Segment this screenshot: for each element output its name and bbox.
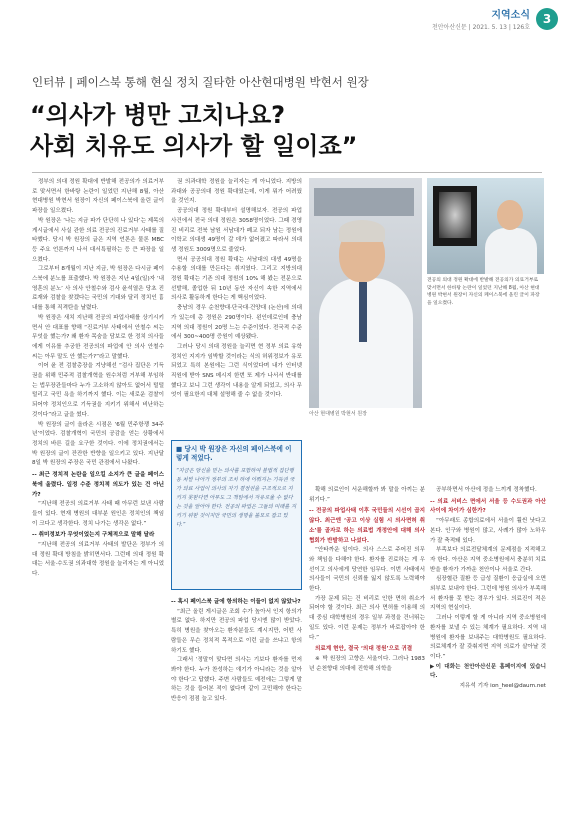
paragraph: “지난해 전공의 의료거부 사태 때 아무런 보낸 사람들이 있다. 현재 병원의 대부분 원인은 정치인의 책임이 크다고 생각한다. 정치 나가는 생각은 없다.” (32, 501, 164, 527)
shelf-shape (314, 188, 414, 216)
section-name: 지역소식 (491, 10, 530, 21)
paragraph: “안타까운 일이다. 의사 스스로 주어진 의무와 책임을 다해야 한다. 환자를 진료하는 게 우선이고 의사에게 당연한 임무다. 이번 사태에서 의사들이 국민의 신뢰를 잃지 않도록 노력해야 한다. (309, 547, 425, 593)
article-headline (30, 100, 357, 162)
interview-question: -- 전공의 파업사태 이후 국민들의 시선이 곱지 않다. 최근엔 ‘공고 이상 실험 시 의사면허 취소’를 골자로 하는 의료법 개정안에 대해 의사협회가 반발하고 나섰다. (309, 508, 425, 544)
paragraph: 박 원장은 새치 지난해 전공의 파업사태를 상기시키면서 안 대표를 향해 “진료거부 사태에서 안철수 씨는 무엇을 했는가? 왜 환자 목숨을 담보로 한 정치 의사들에게 이유를 추궁한 전공의의 파업에 안 의사 안철수 씨는 아무 말도 안 했는가?”라고 말했다. (32, 314, 164, 360)
quote-box-body: “지금은 당신을 믿는 의사를 포함하여 불법적 집단행동 처벌 나아가 정부의 조치 하에 이뤄지는 기득권 국가 의료 사업이 의사의 자기 결정권을 구조적으로 지키지 못한다면 아무도 그 책임에서 자유로울 수 없다는 것을 알아야 한다. 전공의 파업은 그들의 미래를 지키기 위한 것이지만 국민의 생명을 볼모로 잡고 있다.” (176, 468, 297, 528)
paragraph: 권 의과대학 정원을 늘리자는 게 아니었다. 지방의과대와 공공의대 정원 확대였는데, 이게 뭐가 어려웠을 것인지. (171, 179, 302, 205)
hair-shape (339, 220, 385, 242)
paragraph: “최근 올린 게시글은 조회 수가 높아서 인지 항의가 별로 없다. 하지만 전공의 파업 당시엔 많이 받았다. 특히 병원을 찾아오는 환자분들도 계시지만, 어떤 사람들은 무슨 정치적 목적으로 이런 글을 쓰냐고 항의하기도 했다. (171, 608, 302, 654)
paragraph: “아무래도 종합의료에서 서울이 훨씬 낫다고 본다. 인구와 병원이 많고, 사례가 많아 노하우가 잘 축적돼 있다. (430, 518, 546, 544)
interview-question: -- 취미정보가 무엇이었는지 구체적으로 말해 달라 (32, 532, 155, 539)
headline-line-1: “의사가 병만 고치나요? (30, 101, 286, 129)
paragraph: “지난해 전공의 의료거부 사태의 발단은 정부가 의대 정원 확대 방침을 밝히면서다. 그런데 의대 정원 확대는 서울·수도권 의과대학 정원을 늘리자는 게 아니었다. (32, 542, 164, 578)
paragraph: 면서 공공의대 정원 확대는 서남대의 대생 49명을 수용할 의대를 만든다는 취지였다. 그리고 지방의대 정원 확대는 기존 의대 정원의 10% 해 봤는 전문으로 선발해, 졸업한 뒤 10년 동안 자신이 속한 지역에서 의사로 활동하게 한다는 게 핵심이었다. (171, 256, 302, 302)
article-kicker: 인터뷰 | 페이스북 통해 현실 정치 질타한 아산현대병원 박현서 원장 (32, 75, 369, 89)
photo-caption: 전공의 의대 정원 확대에 반발해 전공의가 의료거부로 맞서면서 한바탕 논란이 일었던 지난해 8월, 아산 현대병원 박현서 원장이 자신의 페이스북에 올린 글이 파장을 일으켰다. (427, 278, 540, 306)
article-column-1 (32, 178, 164, 580)
paragraph: 확해 의료인이 서운해할까 봐 말을 아끼는 분위기다.” (309, 487, 425, 503)
interview-question: -- 의료 서비스 면에서 서울 등 수도권과 아산 사이에 차이가 심한가? (430, 498, 546, 515)
paragraph: 이어 윤 전 검찰총장을 겨냥해선 “검사 집단은 기득권을 위해 민주적 검찰개혁을 원수처럼 거부해 부임하는 법무장관들마다 누가 고소하지 않아도 없어서 털털 털리고 국민 욕을 하기까지 했다. 이는 새로운 검찰이 되어야 정치인으로 기득권을 지키기 위해서 비난하는 것이다”라고 글을 썼다. (32, 363, 164, 418)
interview-question: -- 혹시 페이스북 글에 항의하는 이들이 없지 않았나? (171, 599, 301, 605)
paragraph: 충남의 경우 순천향대·단국대·건양대 (논산)에 의대가 있는데 총 정원은 290명이다. 왼인데로인데 충남지역 의대 정원이 20명 느는 수준이었다. 전국적 수준에서 300~400명 증원이 예상됐다. (171, 305, 302, 341)
paragraph: 공부하면서 아산에 정을 느끼게 정착했다. (436, 487, 537, 493)
paragraph: 그러나 이렇게 할 게 아니라 지역 중소병원에 환자를 보낼 수 있는 체계가 필요하다. 지역 내 병원에 환자를 보내주는 대학병원도 필요하다. 의료체계가 잘 갖춰지면 지역 의료가 살아날 것이다.” (430, 615, 546, 660)
article-column-4 (430, 486, 546, 692)
page-number: 3 (536, 8, 558, 30)
tie-shape (359, 282, 367, 342)
headline-rule (32, 172, 542, 173)
quote-box-title: ■ 당시 박 원장은 자신의 페이스북에 이렇게 적었다. (176, 445, 292, 462)
face-shape (497, 200, 523, 230)
issue-line: 천안아산신문 | 2021. 5. 13 | 126호 (431, 24, 530, 31)
xray-image-shape (439, 192, 471, 238)
paragraph: 그러나 당시 의대 정원을 늘리면 현 정부 의료 유학 정치인 지지가 임박할 것이라는 식의 허위정보가 유포되었고 특히 본원에는 그런 식이었다며 내가 인터넷 직원에 받아 SNS 메시지 한번 또 제가 나서서 반대를 했다고 보니 그런 생각이 내용을 알게 되었고, 의사 무엇이 필요한지 대체 설명해 줄 수 없을 것이다. (171, 343, 302, 399)
byline: 지유석 기자 ion_heel@daum.net (459, 683, 546, 690)
paragraph: 정부의 의대 정원 확대에 반발해 전공의가 의료거부로 맞서면서 한바탕 논란이 일었던 지난해 8월, 아산 현대병원 박현서 원장이 자신의 페이스북에 올린 글이 파장을 일으켰다. (32, 179, 164, 215)
paragraph: 그래서 ‘정말이 맞다면 의사는 기보다 환자를 먼저 봐야 한다. 누가 찬성하는 얘기가 아니라는 것을 알아야 한다’고 답했다. 주변 사람들도 예전에는 그렇게 말하는 것을 들어본 적이 없다며 같이 고민해야 한다는 반응이 점점 늘고 있다. (171, 657, 302, 703)
paragraph: 가장 문제 되는 건 비리로 인한 면허 취소가 되어야 할 것이다. 최근 의사 면허를 이용해 의대 중심 대학병원의 경우 일부 과정을 건너뛰는 일도 있다. 이런 문제는 정부가 바로잡아야 한다.” (309, 595, 425, 641)
page-header (432, 6, 558, 31)
paragraph: 박 원장은 ‘나는 지금 파가 단단히 나 있다’는 제목의 게시글에서 사실 관한 의료 전공의 진료거부 사태를 질타했다. 당시 박 원장의 글은 지역 언론은 물론 MBC 등 주요 언론까지 나서 대서특필하는 등 큰 파장을 일으켰다. (32, 217, 164, 263)
subheading: 의료계 현안, 결국 ‘의대 정원’으로 귀결 (315, 646, 413, 653)
article-column-3 (309, 486, 425, 674)
paragraph: 공공의대 정원 확대부터 설명해보자. 전공의 파업 사건에서 전국 의대 정원은 3058명이었다. 그때 경영진 비리로 전북 남원 서남대가 폐교 되자 남는 정원에 이학교 의대생 49명이 갈 데가 없어졌고 따라서 의대생 정원도 3009명으로 줄었다. (171, 208, 302, 253)
paragraph: ※ 박 원장의 고향은 서울이다. 그러나 1983년 순천향대 의대에 진학해 의학을 (309, 655, 425, 672)
headline-line-2: 사회 치유도 의사가 할 일이죠” (30, 132, 358, 160)
photo-caption: 아산 현대병원 박현서 원장 (309, 411, 367, 417)
coat-shape (485, 228, 537, 274)
header-text (432, 6, 530, 31)
interview-question: -- 최근 정치적 논란을 일으킬 소지가 큰 글을 페이스북에 올렸다. 일정 수준 정치적 의도가 있는 건 아닌가? (32, 472, 164, 498)
footnote: ▶이 대화는 천안아산신문 홈페이지에 있습니다. (430, 663, 546, 680)
quote-box (171, 440, 302, 590)
paragraph: 그로부터 8개월이 지난 지금, 박 원장은 다시금 페이스북에 분노를 표출했다. 박 원장은 지난 4일(일)자 ‘내 영혼의 분노’ 사 의사 안철수와 검사 윤석열은 당초 진료재와 검찰을 찾겠다는 국민의 기대와 달리 정치인 흉내를 통해 직격탄을 날렸다. (32, 266, 164, 312)
paragraph: 심장혈관 질환 등 급성 질환이 응급실에 오면 외부로 보내야 한다. 그런데 병원 의사가 부족해서 환자를 못 받는 경우가 있다. 의료진이 적은 지역의 현실이다. (430, 576, 546, 612)
article-column-2 (171, 178, 302, 401)
article-column-2-lower (171, 596, 302, 705)
xray-photo (427, 178, 544, 274)
portrait-photo (309, 178, 422, 408)
paragraph: 부족보다 의료전달체계의 문제점을 지적해고자 한다. 아산은 지역 중소병원에서 충분히 치료받을 환자가 가까운 천안이나 서울로 간다. (430, 547, 546, 573)
paragraph: 박 원장의 글이 올라온 시점은 ‘6월 민주항쟁 34주년’이었다. 검찰개혁이 국민의 공감을 얻는 상황에서 정치의 바른 길을 요구한 것이다. 이에 정치권에서는 박 원장의 글이 잔잔한 반향을 일으키고 있다. 지난달 8일 박 원장의 주장은 국민 관점에서 나왔다. (32, 421, 164, 467)
